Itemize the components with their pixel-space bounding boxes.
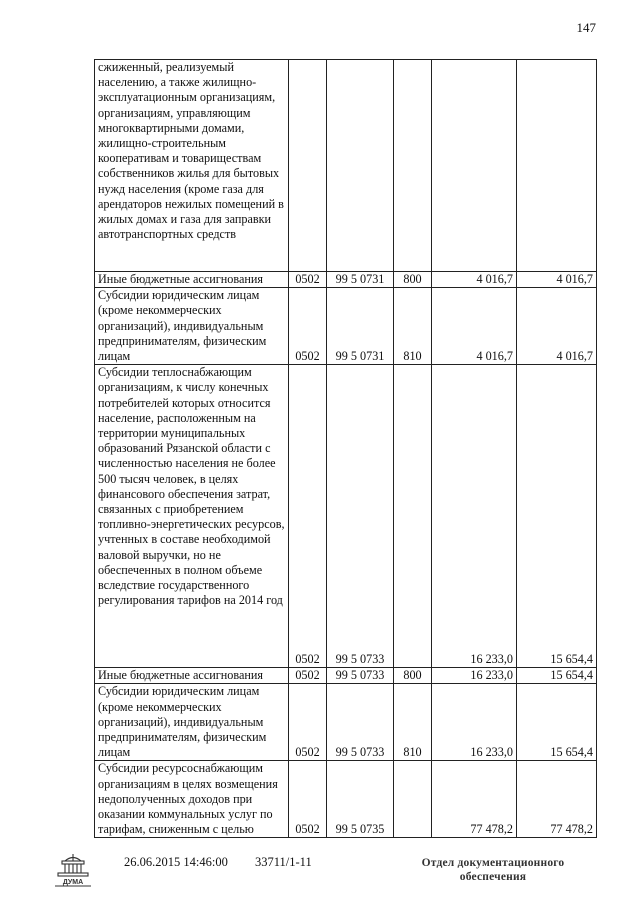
row-sum-1: 16 233,0 bbox=[432, 684, 517, 761]
department-line-2: обеспечения bbox=[459, 871, 527, 883]
row-sum-1: 4 016,7 bbox=[432, 288, 517, 365]
row-sum-2: 15 654,4 bbox=[517, 365, 597, 668]
row-section: 0502 bbox=[289, 272, 327, 288]
row-sum-1 bbox=[432, 60, 517, 272]
row-section: 0502 bbox=[289, 668, 327, 684]
table-row bbox=[95, 668, 597, 684]
row-target bbox=[327, 60, 394, 272]
row-section: 0502 bbox=[289, 365, 327, 668]
table-row bbox=[95, 60, 597, 272]
row-sum-1: 77 478,2 bbox=[432, 761, 517, 838]
row-target: 99 5 0731 bbox=[327, 288, 394, 365]
table-row bbox=[95, 272, 597, 288]
row-name: Субсидии юридическим лицам (кроме некоммерческих организаций), индивидуальным предпринимателям, физическим лицам bbox=[95, 684, 289, 761]
budget-table bbox=[94, 59, 597, 838]
row-target: 99 5 0733 bbox=[327, 684, 394, 761]
row-target: 99 5 0733 bbox=[327, 365, 394, 668]
duma-logo bbox=[52, 853, 94, 889]
row-name: сжиженный, реализуемый населению, а также жилищно-эксплуатационным организациям, организациям, управляющим многоквартирными домами, жилищно-строительным кооперативам и товариществам собственников жилья для бытовых нужд населения (кроме газа для арендаторов нежилых помещений в жилых домах и газа для заправки автотранспортных средств bbox=[95, 60, 289, 272]
row-sum-2: 15 654,4 bbox=[517, 684, 597, 761]
row-target: 99 5 0735 bbox=[327, 761, 394, 838]
footer-date: 26.06.2015 14:46:00 bbox=[124, 855, 228, 869]
department-stamp bbox=[418, 856, 568, 884]
page-number: 147 bbox=[576, 20, 596, 35]
row-sum-1: 4 016,7 bbox=[432, 272, 517, 288]
row-sum-2: 15 654,4 bbox=[517, 668, 597, 684]
row-name: Субсидии теплоснабжающим организациям, к числу конечных потребителей которых относится население, расположенным на территории муниципальных образований Рязанской области с численностью населения не более 500 тысяч человек, в целях финансового обеспечения затрат, связанных с приобретением топливно-энергетических ресурсов, учтенных в составе необходимой валовой выручки, но не обеспеченных в полном объеме вследствие государственного регулирования тарифов на 2014 год bbox=[95, 365, 289, 668]
table-row bbox=[95, 288, 597, 365]
row-type bbox=[394, 761, 432, 838]
row-type: 810 bbox=[394, 288, 432, 365]
department-line-1: Отдел документационного bbox=[421, 857, 565, 869]
footer-document-code: 33711/1-11 bbox=[255, 855, 312, 869]
row-section bbox=[289, 60, 327, 272]
row-type: 800 bbox=[394, 668, 432, 684]
row-type: 810 bbox=[394, 684, 432, 761]
row-sum-2: 77 478,2 bbox=[517, 761, 597, 838]
table-row bbox=[95, 684, 597, 761]
row-type bbox=[394, 365, 432, 668]
row-sum-2: 4 016,7 bbox=[517, 288, 597, 365]
row-sum-1: 16 233,0 bbox=[432, 365, 517, 668]
row-sum-2: 4 016,7 bbox=[517, 272, 597, 288]
row-target: 99 5 0731 bbox=[327, 272, 394, 288]
row-target: 99 5 0733 bbox=[327, 668, 394, 684]
row-type: 800 bbox=[394, 272, 432, 288]
svg-text:ДУМА: ДУМА bbox=[62, 879, 84, 886]
row-sum-1: 16 233,0 bbox=[432, 668, 517, 684]
table-row bbox=[95, 761, 597, 838]
row-type bbox=[394, 60, 432, 272]
row-section: 0502 bbox=[289, 761, 327, 838]
row-section: 0502 bbox=[289, 684, 327, 761]
row-sum-2 bbox=[517, 60, 597, 272]
row-name: Иные бюджетные ассигнования bbox=[95, 272, 289, 288]
row-section: 0502 bbox=[289, 288, 327, 365]
table-row bbox=[95, 365, 597, 668]
row-name: Субсидии ресурсоснабжающим организациям в целях возмещения недополученных доходов при оказании коммунальных услуг по тарифам, сниженным с целью bbox=[95, 761, 289, 838]
row-name: Иные бюджетные ассигнования bbox=[95, 668, 289, 684]
row-name: Субсидии юридическим лицам (кроме некоммерческих организаций), индивидуальным предпринимателям, физическим лицам bbox=[95, 288, 289, 365]
